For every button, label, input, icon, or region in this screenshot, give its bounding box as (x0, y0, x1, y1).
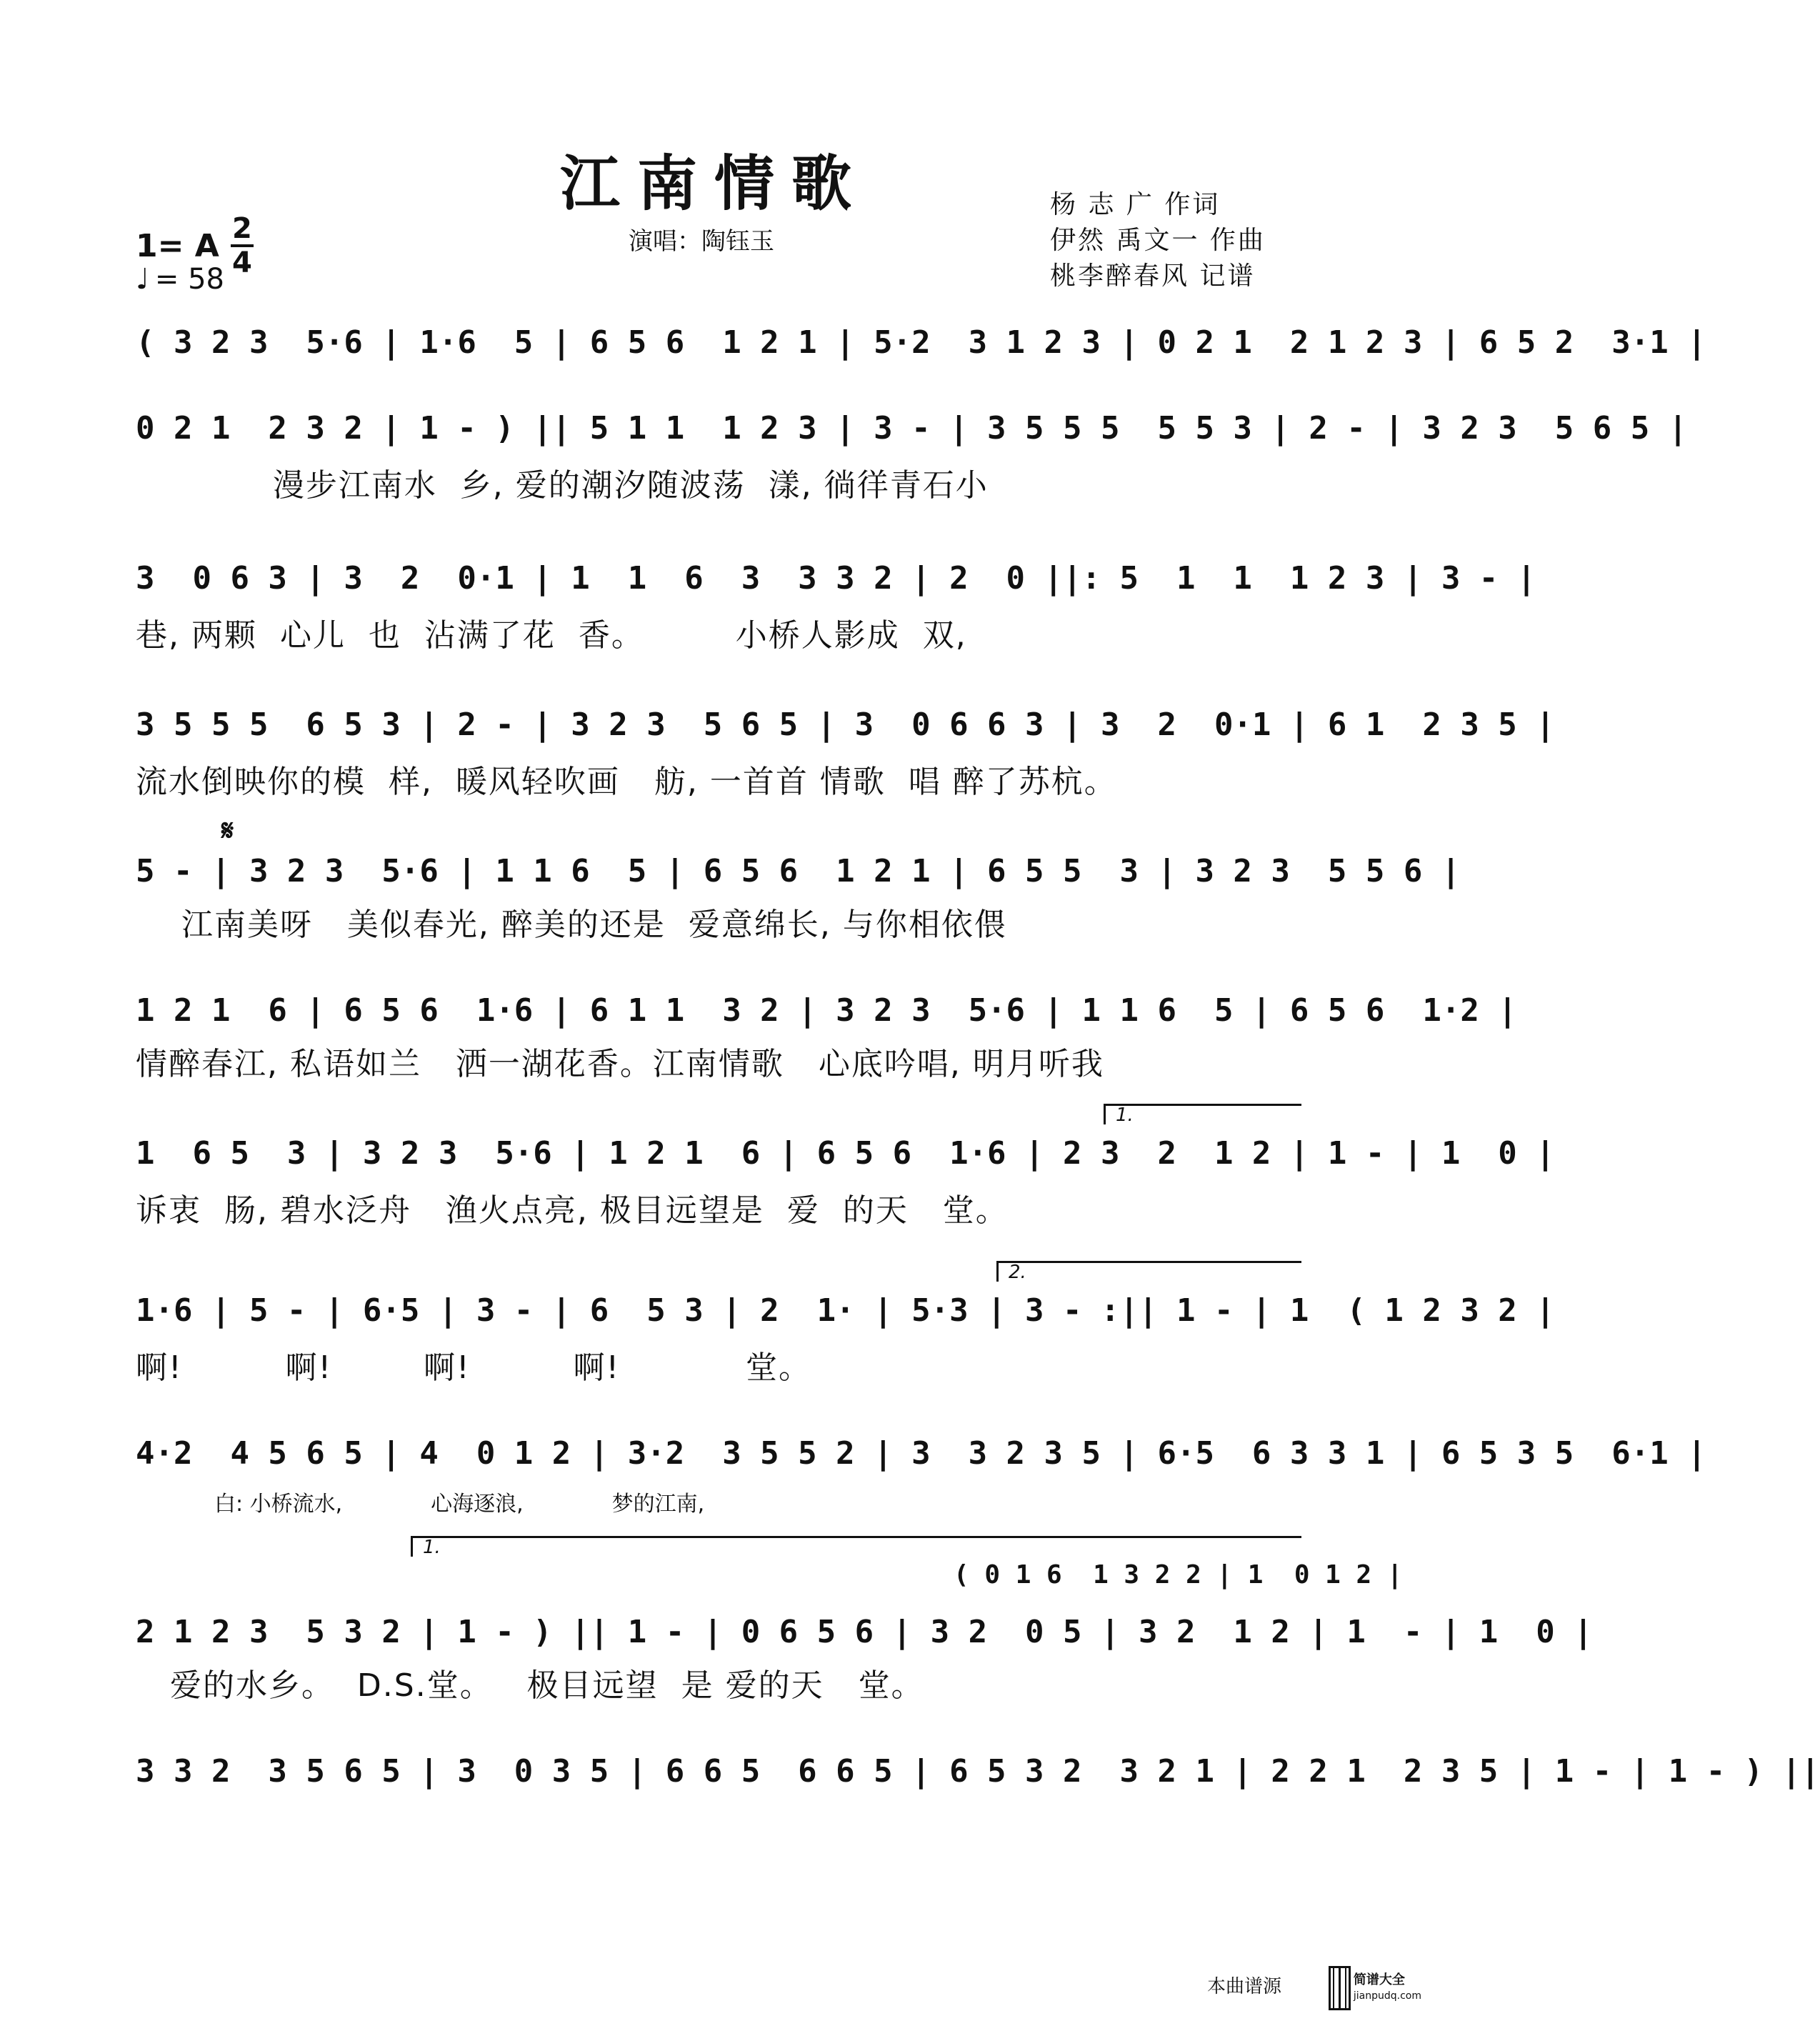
music-line-6: 1 2 1 6 | 6 5 6 1·6 | 6 1 1 3 2 | 3 2 3 5·6 | 1 1 6 5 | 6 5 6 1·2 | (136, 992, 1517, 1029)
music-line-8: 1·6 | 5 - | 6·5 | 3 - | 6 5 3 | 2 1· | 5·3 | 3 - :|| 1 - | 1 ( 1 2 3 2 | (136, 1292, 1555, 1329)
time-bottom: 4 (231, 246, 252, 279)
speech-line: 白: 小桥流水, 心海逐浪, 梦的江南, (214, 1492, 705, 1517)
tempo-value: = 58 (154, 263, 225, 296)
footer-note: 本曲谱源 (1207, 1976, 1282, 1997)
time-signature (231, 214, 254, 277)
lyric-line-4: 流水倒映你的模 样, 暖风轻吹画 舫, 一首首 情歌 唱 醉了苏杭。 (136, 764, 1117, 800)
lyric-line-2: 漫步江南水 乡, 爱的潮汐随波荡 漾, 徜徉青石小 (136, 467, 989, 504)
lyric-line-8: 啊! 啊! 啊! 啊! 堂。 (136, 1349, 812, 1386)
logo-title: 简谱大全 (1353, 1972, 1405, 1987)
tempo-marking (136, 263, 224, 296)
lyric-line-10: 爱的水乡。 D.S.堂。 极目远望 是 爱的天 堂。 (136, 1667, 924, 1704)
volta-2: 2. (996, 1261, 1301, 1282)
music-line-5: 5 - | 3 2 3 5·6 | 1 1 6 5 | 6 5 6 1 2 1 | 6 5 5 3 | 3 2 3 5 5 6 | (136, 853, 1461, 889)
music-line-9: 4·2 4 5 6 5 | 4 0 1 2 | 3·2 3 5 5 2 | 3 3 2 3 5 | 6·5 6 3 3 1 | 6 5 3 5 6·1 | (136, 1435, 1706, 1472)
credits (1050, 187, 1266, 294)
music-line-7: 1 6 5 3 | 3 2 3 5·6 | 1 2 1 6 | 6 5 6 1·6 | 2 3 2 1 2 | 1 - | 1 0 | (136, 1135, 1555, 1172)
logo-url: jianpudq.com (1353, 1990, 1421, 2002)
key-label: 1= A (136, 227, 219, 264)
volta-1b: 1. (411, 1536, 1301, 1557)
volta-1: 1. (1104, 1104, 1301, 1124)
music-line-1: ( 3 2 3 5·6 | 1·6 5 | 6 5 6 1 2 1 | 5·2 3 1 2 3 | 0 2 1 2 1 2 3 | 6 5 2 3·1 | (136, 324, 1706, 361)
music-line-4: 3 5 5 5 6 5 3 | 2 - | 3 2 3 5 6 5 | 3 0 6 6 3 | 3 2 0·1 | 6 1 2 3 5 | (136, 707, 1555, 743)
music-line-3: 3 0 6 3 | 3 2 0·1 | 1 1 6 3 3 3 2 | 2 0 ||: 5 1 1 1 2 3 | 3 - | (136, 560, 1536, 597)
lyric-line-5: 江南美呀 美似春光, 醉美的还是 爱意绵长, 与你相依偎 (136, 907, 1007, 943)
music-line-10: 2 1 2 3 5 3 2 | 1 - ) || 1 - | 0 6 5 6 | 3 2 0 5 | 3 2 1 2 | 1 - | 1 0 | (136, 1614, 1593, 1650)
song-title: 江南情歌 (559, 148, 869, 219)
composer: 伊然 禹文一 作曲 (1050, 226, 1266, 255)
piano-keys-icon (1329, 1966, 1351, 2010)
lyricist: 杨 志 广 作词 (1050, 190, 1221, 219)
music-line-11: 3 3 2 3 5 6 5 | 3 0 3 5 | 6 6 5 6 6 5 | 6 5 3 2 3 2 1 | 2 2 1 2 3 5 | 1 - | 1 - ) || (136, 1753, 1820, 1790)
lyric-line-3: 巷, 两颗 心儿 也 沾满了花 香。 小桥人影成 双, (136, 617, 967, 654)
singer-credit: 演唱：陶钰玉 (629, 227, 774, 256)
lyric-line-6: 情醉春江, 私语如兰 洒一湖花香。江南情歌 心底吟唱, 明月听我 (136, 1046, 1104, 1082)
quarter-note-icon: ♩ (136, 263, 149, 296)
music-line-2: 0 2 1 2 3 2 | 1 - ) || 5 1 1 1 2 3 | 3 - | 3 5 5 5 5 5 3 | 2 - | 3 2 3 5 6 5 | (136, 410, 1688, 446)
transcriber: 桃李醉春风 记谱 (1050, 261, 1256, 291)
lyric-line-7: 诉衷 肠, 碧水泛舟 渔火点亮, 极目远望是 爱 的天 堂。 (136, 1192, 1009, 1229)
segno-icon: 𝄋 (221, 814, 234, 847)
time-top: 2 (231, 212, 252, 245)
interlude-intro: ( 0 1 6 1 3 2 2 | 1 0 1 2 | (954, 1560, 1403, 1590)
logo-text (1354, 1972, 1421, 2004)
site-logo (1329, 1961, 1421, 2015)
